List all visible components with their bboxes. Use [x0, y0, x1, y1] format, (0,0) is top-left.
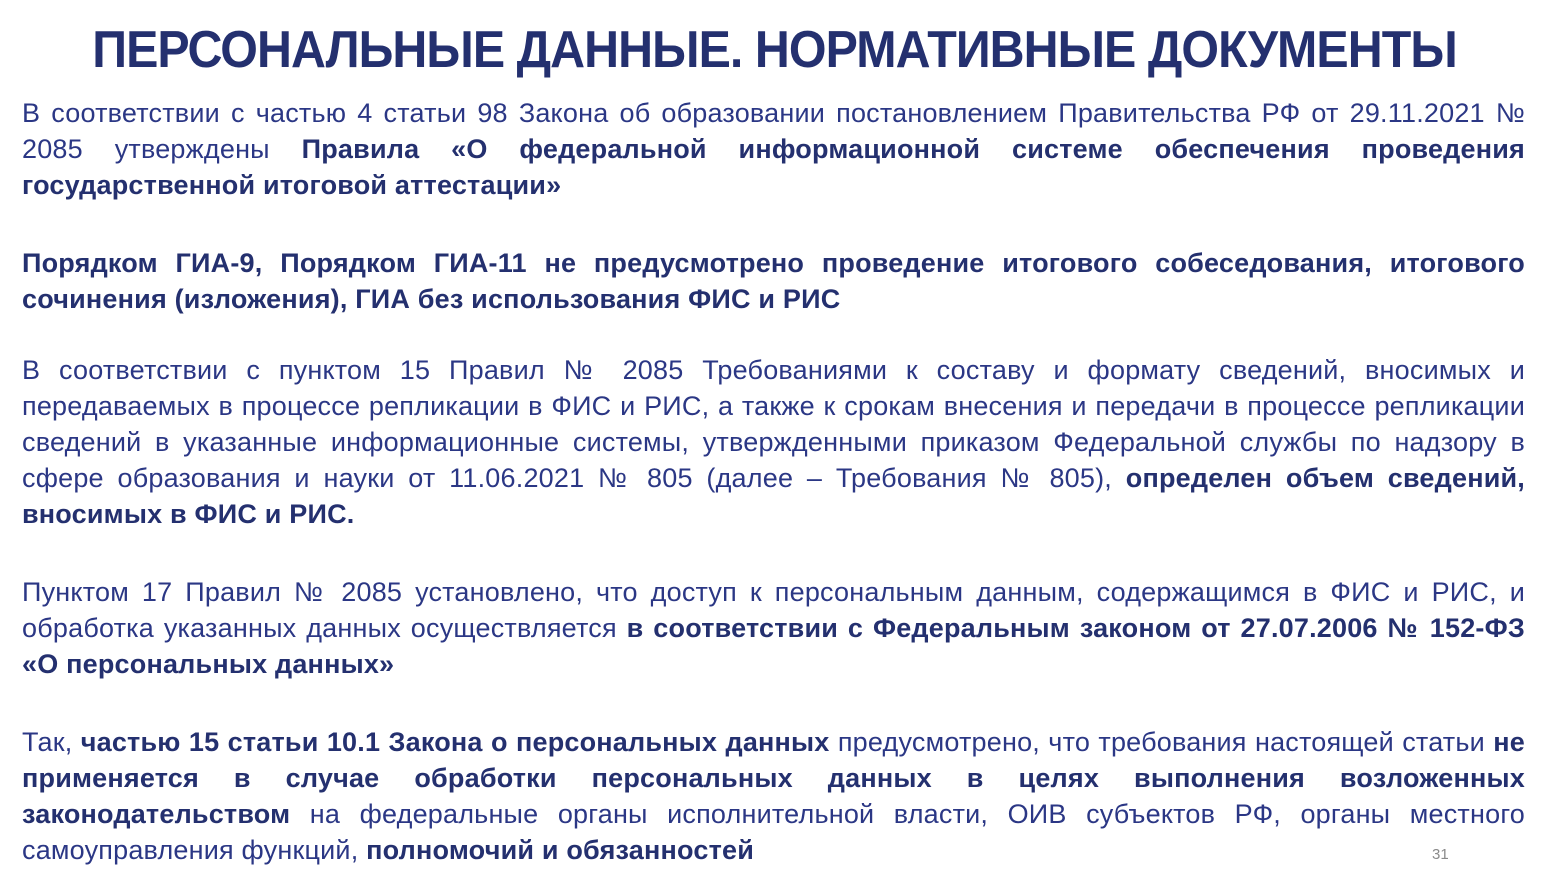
page-number: 31 — [1432, 846, 1449, 863]
paragraph-requirements-805 — [22, 352, 1525, 532]
paragraph-bold-text: частью 15 статьи 10.1 Закона о персональных данных — [80, 727, 830, 757]
paragraph-rules-2085 — [22, 95, 1525, 203]
paragraph-text: Пунктом 17 Правил № 2085 установлено, что доступ к персональным данным, содержащимся в ФИС и РИС, и обработка указанных данных осуществляется — [22, 577, 1525, 643]
paragraph-bold-text: определен объем сведений, вносимых в ФИС и РИС. — [22, 463, 1526, 529]
paragraph-bold-text: полномочий и обязанностей — [366, 835, 755, 865]
paragraph-bold-text: Правила «О федеральной информационной системе обеспечения проведения государственной итоговой аттестации» — [22, 134, 1525, 200]
paragraph-text: Так, — [22, 727, 81, 757]
paragraph-text: предусмотрено, что требования настоящей статьи — [829, 727, 1494, 757]
paragraph-gia-procedure — [22, 245, 1525, 317]
slide-title: ПЕРСОНАЛЬНЫЕ ДАННЫЕ. НОРМАТИВНЫЕ ДОКУМЕНТЫ — [92, 21, 1457, 79]
paragraph-text: на федеральные органы исполнительной власти, ОИВ субъектов РФ, органы местного самоуправления функций, — [22, 799, 1525, 865]
paragraph-text: В соответствии с частью 4 статьи 98 Закона об образовании постановлением Правительства РФ от 29.11.2021 № 2085 утверждены — [22, 98, 1525, 164]
paragraph-bold-text: в соответствии с Федеральным законом от 27.07.2006 № 152-ФЗ «О персональных данных» — [22, 613, 1525, 679]
paragraph-text: В соответствии с пунктом 15 Правил № 2085 Требованиями к составу и формату сведений, вносимых и передаваемых в процессе репликации в ФИС и РИС, а также к срокам внесения и передачи в процессе репликации сведений в указанные информационные системы, утвержденными приказом Федеральной службы по надзору в сфере образования и науки от 11.06.2021 № 805 (далее – Требования № 805), — [22, 355, 1525, 493]
paragraph-access-152fz — [22, 574, 1525, 682]
paragraph-article-10-1 — [22, 724, 1525, 868]
paragraph-bold-text: не применяется в случае обработки персональных данных в целях выполнения возложенных законодательством — [22, 727, 1525, 829]
paragraph-bold-text: Порядком ГИА-9, Порядком ГИА-11 не предусмотрено проведение итогового собеседования, итогового сочинения (изложения), ГИА без использования ФИС и РИС — [22, 248, 1525, 314]
